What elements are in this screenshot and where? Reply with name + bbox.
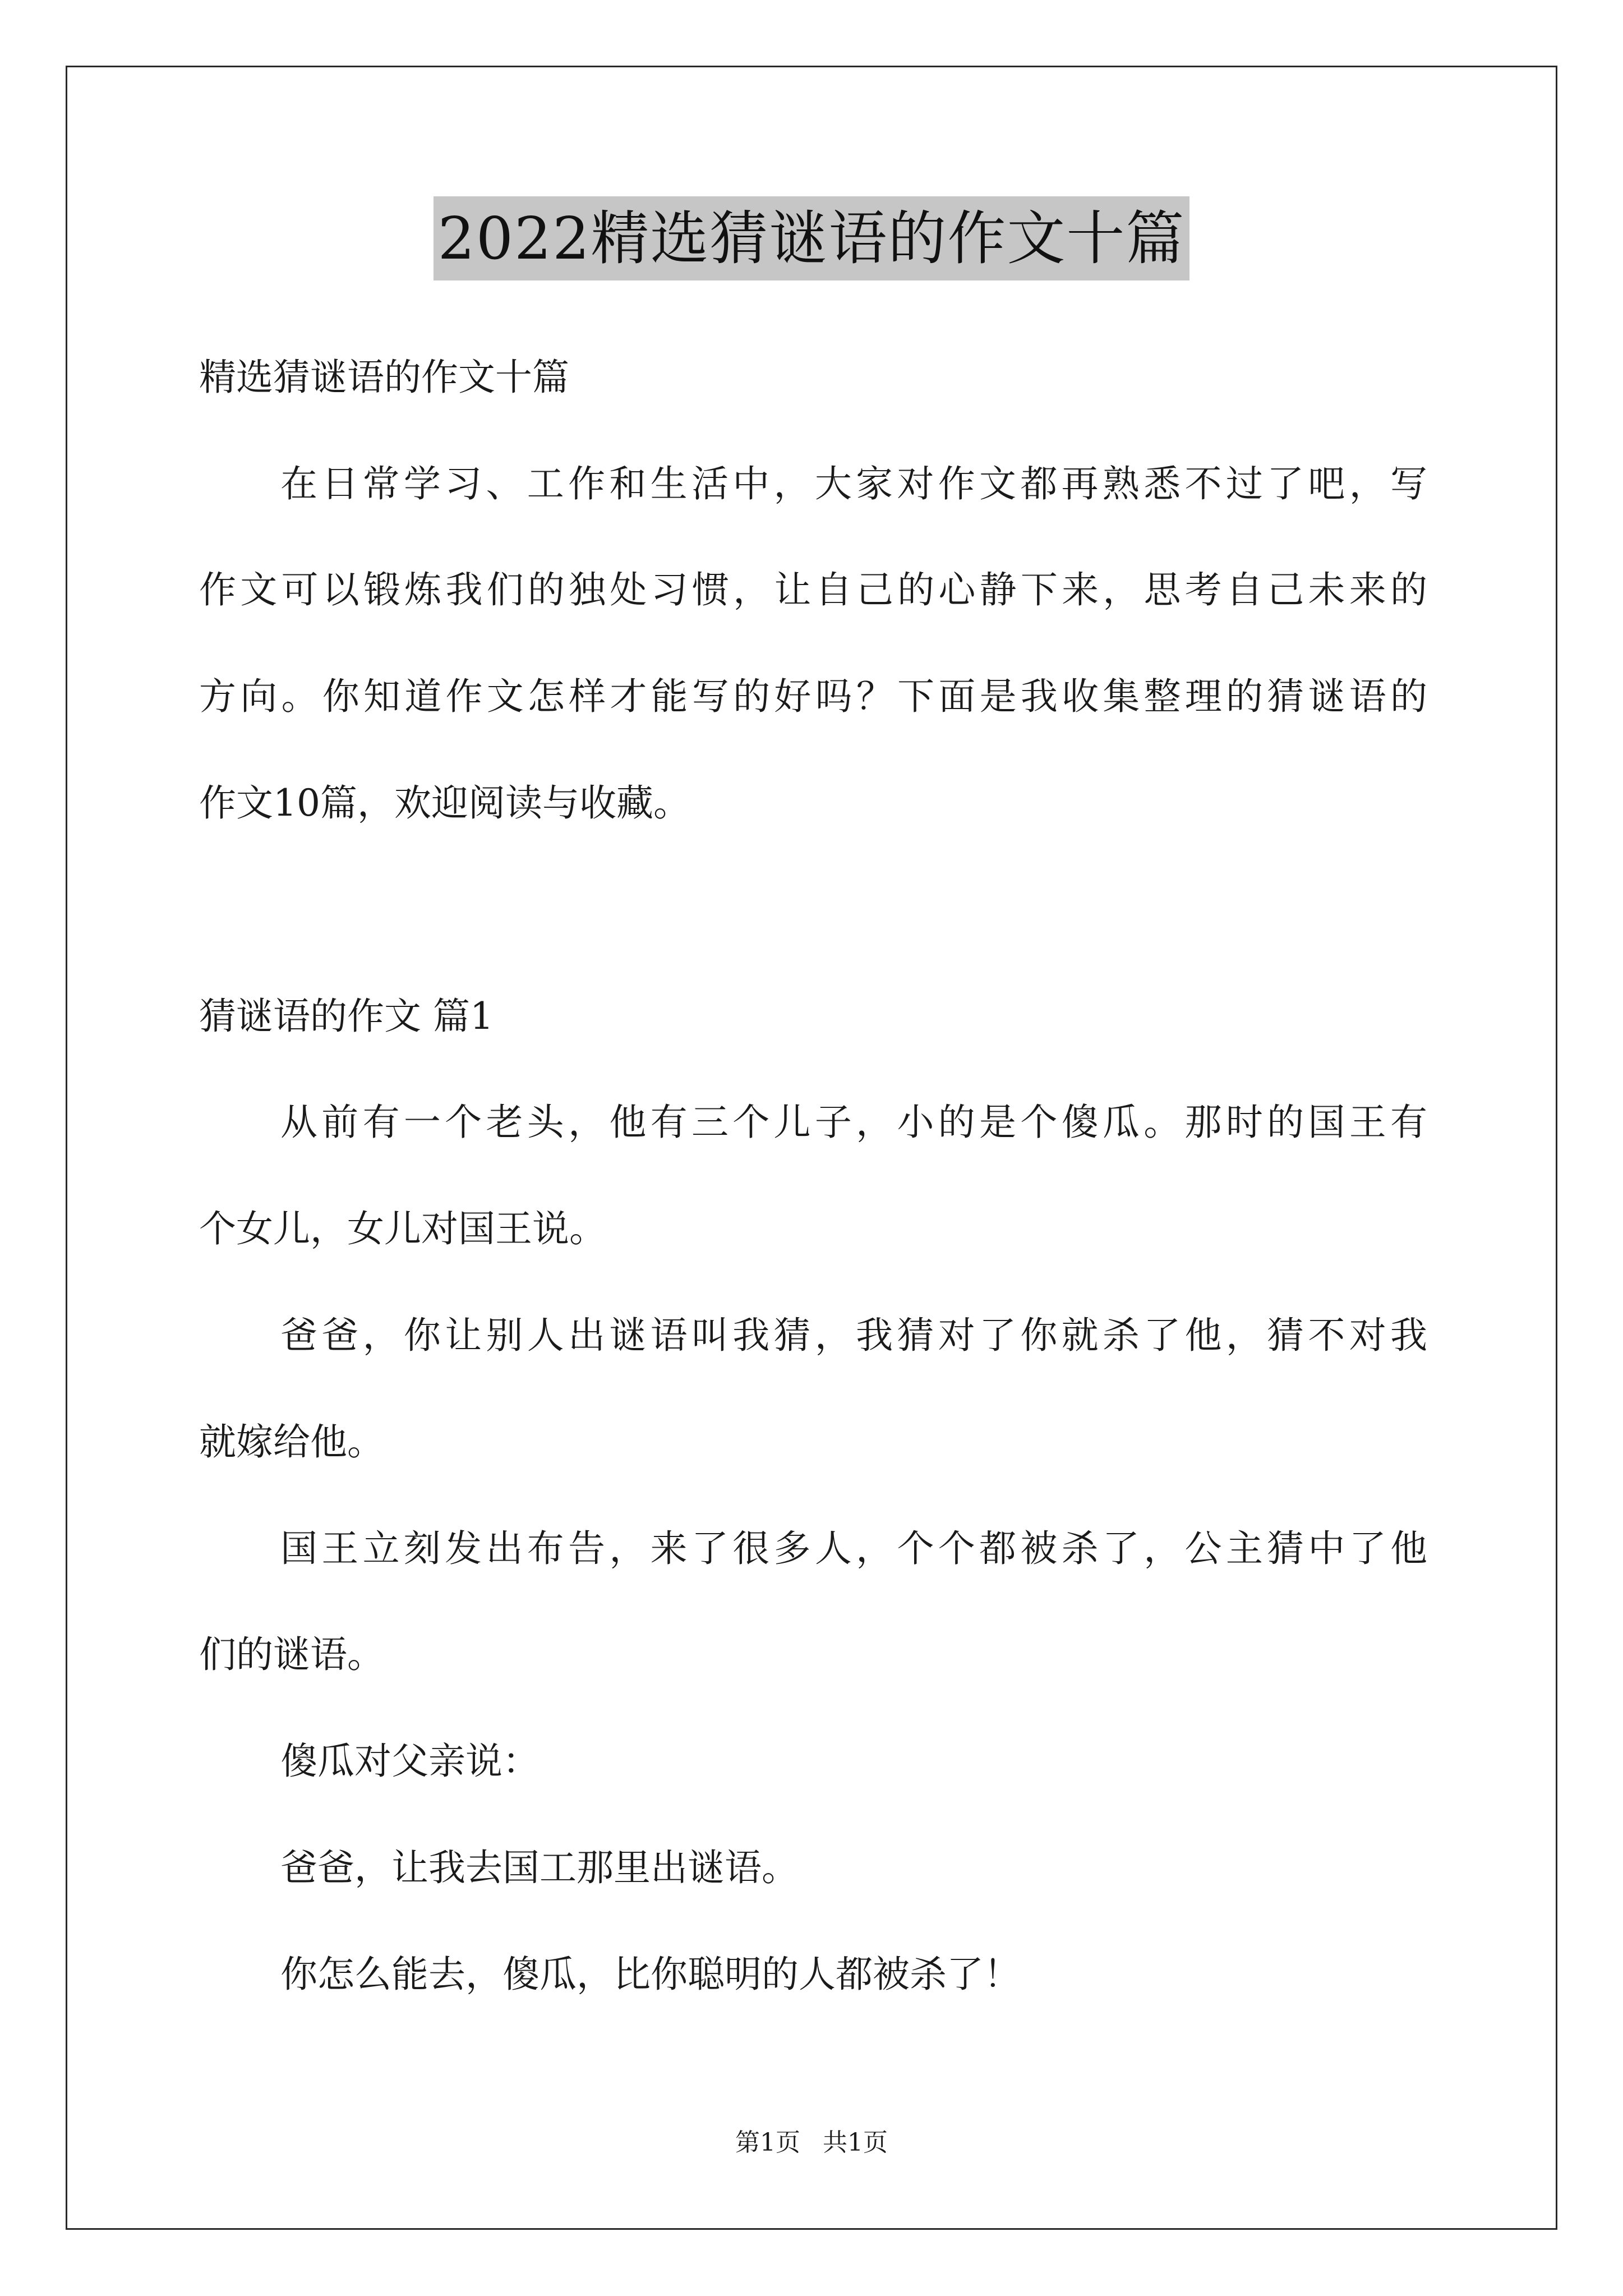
intro-line-4: 作文10篇，欢迎阅读与收藏。 <box>199 781 690 825</box>
body-line-9: 你怎么能去，傻瓜，比你聪明的人都被杀了！ <box>280 1953 1021 1996</box>
page-footer <box>0 2126 1623 2160</box>
body-line-5: 国王立刻发出布告，来了很多人，个个都被杀了，公主猜中了他 <box>280 1527 1427 1570</box>
body-line-3: 爸爸，你让别人出谜语叫我猜，我猜对了你就杀了他，猜不对我 <box>280 1314 1427 1357</box>
body-line-6: 们的谜语。 <box>199 1633 384 1676</box>
intro-line-2: 作文可以锻炼我们的独处习惯，让自己的心静下来，思考自己未来的 <box>199 568 1427 611</box>
body-line-8: 爸爸，让我去国工那里出谜语。 <box>280 1846 799 1889</box>
page-total: 共1页 <box>823 2128 888 2157</box>
document-subtitle: 精选猜谜语的作文十篇 <box>199 356 569 399</box>
body-line-1: 从前有一个老头，他有三个儿子，小的是个傻瓜。那时的国王有 <box>280 1101 1427 1144</box>
body-line-4: 就嫁给他。 <box>199 1420 384 1464</box>
intro-line-3: 方向。你知道作文怎样才能写的好吗？下面是我收集整理的猜谜语的 <box>199 675 1427 718</box>
page-number: 第1页 <box>735 2128 800 2157</box>
section-heading: 猜谜语的作文 篇1 <box>199 995 494 1038</box>
body-line-2: 个女儿，女儿对国王说。 <box>199 1207 606 1250</box>
body-line-7: 傻瓜对父亲说： <box>280 1740 540 1783</box>
title-container <box>0 196 1623 280</box>
document-title: 2022精选猜谜语的作文十篇 <box>434 196 1190 280</box>
intro-line-1: 在日常学习、工作和生活中，大家对作文都再熟悉不过了吧，写 <box>280 462 1427 505</box>
